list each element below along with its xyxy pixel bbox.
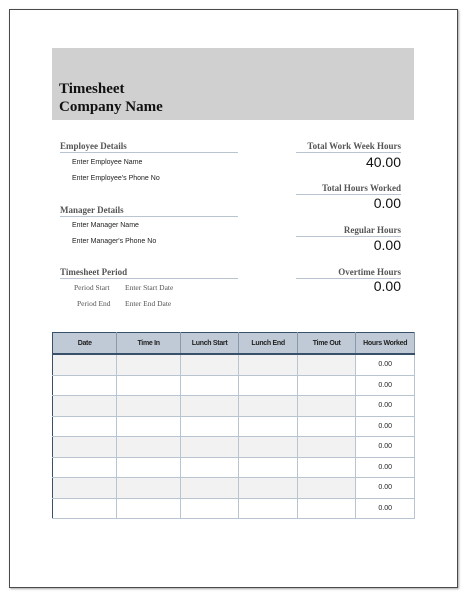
timesheet-table xyxy=(52,332,415,519)
table-row xyxy=(53,437,415,458)
employee-name-field[interactable]: Enter Employee Name xyxy=(72,159,143,166)
cell-lunch-end[interactable] xyxy=(239,375,298,396)
table-row xyxy=(53,375,415,396)
period-end-field[interactable]: Enter End Date xyxy=(125,299,172,308)
total-hours-worked-label: Total Hours Worked xyxy=(296,183,401,195)
cell-hours-worked: 0.00 xyxy=(356,416,415,437)
cell-lunch-start[interactable] xyxy=(180,437,239,458)
cell-time-in[interactable] xyxy=(117,375,180,396)
cell-lunch-end[interactable] xyxy=(239,498,298,519)
employee-phone-field[interactable]: Enter Employee's Phone No xyxy=(72,175,160,182)
cell-date[interactable] xyxy=(53,416,117,437)
cell-lunch-end[interactable] xyxy=(239,457,298,478)
company-name[interactable]: Company Name xyxy=(59,99,163,115)
total-hours-worked-value: 0.00 xyxy=(373,195,401,211)
table-row xyxy=(53,416,415,437)
cell-time-out[interactable] xyxy=(297,498,355,519)
column-header-lunch-end: Lunch End xyxy=(239,333,298,355)
table-row xyxy=(53,478,415,499)
cell-time-in[interactable] xyxy=(117,396,180,417)
cell-hours-worked: 0.00 xyxy=(356,396,415,417)
document-title: Timesheet xyxy=(59,81,125,97)
cell-lunch-end[interactable] xyxy=(239,416,298,437)
regular-hours-value: 0.00 xyxy=(373,237,401,253)
regular-hours-label: Regular Hours xyxy=(296,225,401,237)
overtime-hours-value: 0.00 xyxy=(373,278,401,294)
cell-time-out[interactable] xyxy=(297,457,355,478)
overtime-hours-label: Overtime Hours xyxy=(296,267,401,279)
cell-time-out[interactable] xyxy=(297,416,355,437)
cell-lunch-end[interactable] xyxy=(239,437,298,458)
table-row xyxy=(53,354,415,375)
cell-time-in[interactable] xyxy=(117,478,180,499)
cell-time-out[interactable] xyxy=(297,396,355,417)
cell-time-out[interactable] xyxy=(297,437,355,458)
cell-date[interactable] xyxy=(53,375,117,396)
cell-date[interactable] xyxy=(53,457,117,478)
cell-lunch-end[interactable] xyxy=(239,396,298,417)
cell-hours-worked: 0.00 xyxy=(356,457,415,478)
cell-time-in[interactable] xyxy=(117,437,180,458)
cell-time-in[interactable] xyxy=(117,354,180,375)
period-end-label: Period End xyxy=(77,299,111,308)
cell-lunch-end[interactable] xyxy=(239,354,298,375)
cell-lunch-start[interactable] xyxy=(180,478,239,499)
cell-time-in[interactable] xyxy=(117,416,180,437)
cell-lunch-start[interactable] xyxy=(180,354,239,375)
manager-phone-field[interactable]: Enter Manager's Phone No xyxy=(72,238,157,245)
table-header-row xyxy=(53,333,415,355)
manager-name-field[interactable]: Enter Manager Name xyxy=(72,222,139,229)
column-header-time-in: Time In xyxy=(117,333,180,355)
cell-lunch-start[interactable] xyxy=(180,498,239,519)
timesheet-period-heading: Timesheet Period xyxy=(60,267,238,279)
title-banner xyxy=(52,48,414,120)
cell-lunch-end[interactable] xyxy=(239,478,298,499)
cell-date[interactable] xyxy=(53,354,117,375)
cell-time-out[interactable] xyxy=(297,478,355,499)
column-header-date: Date xyxy=(53,333,117,355)
column-header-lunch-start: Lunch Start xyxy=(180,333,239,355)
cell-time-in[interactable] xyxy=(117,457,180,478)
total-work-week-hours-value[interactable]: 40.00 xyxy=(365,154,401,170)
cell-time-out[interactable] xyxy=(297,375,355,396)
cell-lunch-start[interactable] xyxy=(180,416,239,437)
period-start-label: Period Start xyxy=(74,283,110,292)
cell-hours-worked: 0.00 xyxy=(356,375,415,396)
cell-hours-worked: 0.00 xyxy=(356,498,415,519)
cell-time-out[interactable] xyxy=(297,354,355,375)
column-header-hours-worked: Hours Worked xyxy=(356,333,415,355)
total-work-week-hours-label: Total Work Week Hours xyxy=(296,141,401,153)
cell-date[interactable] xyxy=(53,437,117,458)
cell-time-in[interactable] xyxy=(117,498,180,519)
cell-hours-worked: 0.00 xyxy=(356,354,415,375)
cell-hours-worked: 0.00 xyxy=(356,478,415,499)
manager-details-heading: Manager Details xyxy=(60,205,238,217)
period-start-field[interactable]: Enter Start Date xyxy=(125,283,174,292)
table-row xyxy=(53,457,415,478)
table-row xyxy=(53,498,415,519)
cell-lunch-start[interactable] xyxy=(180,375,239,396)
column-header-time-out: Time Out xyxy=(297,333,355,355)
cell-date[interactable] xyxy=(53,396,117,417)
table-row xyxy=(53,396,415,417)
cell-lunch-start[interactable] xyxy=(180,457,239,478)
employee-details-heading: Employee Details xyxy=(60,141,238,153)
cell-date[interactable] xyxy=(53,478,117,499)
cell-hours-worked: 0.00 xyxy=(356,437,415,458)
cell-date[interactable] xyxy=(53,498,117,519)
cell-lunch-start[interactable] xyxy=(180,396,239,417)
